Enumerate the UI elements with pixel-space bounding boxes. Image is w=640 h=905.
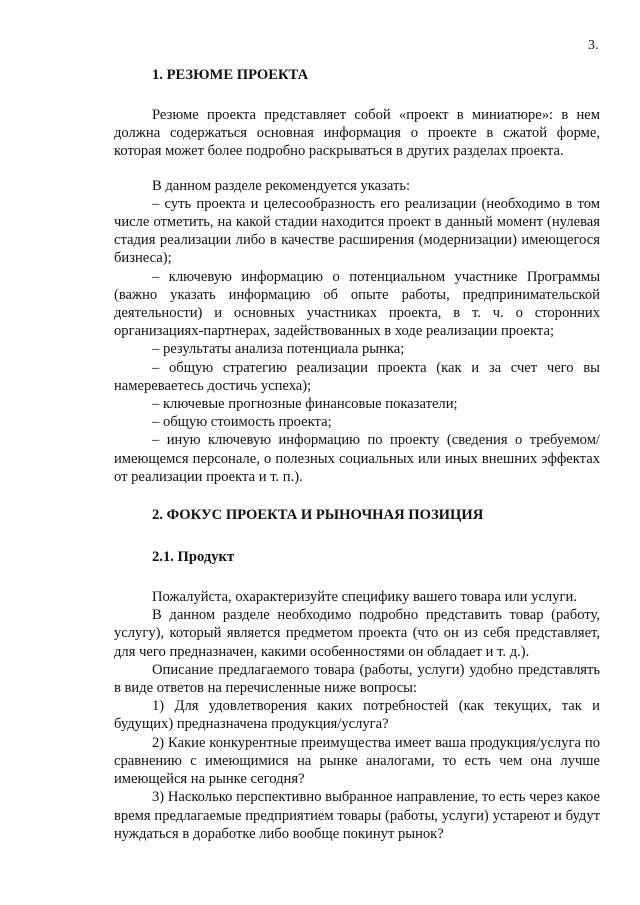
section-2-heading: 2. ФОКУС ПРОЕКТА И РЫНОЧНАЯ ПОЗИЦИЯ [152,507,484,524]
section-1-heading: 1. РЕЗЮМЕ ПРОЕКТА [152,67,309,83]
paragraph: Описание предлагаемого товара (работы, услуги) удобно представлять в виде ответов на перечисленные ниже вопросы: [114,661,600,697]
question-item: 1) Для удовлетворения каких потребностей (как текущих, так и будущих) предназначена продукция/услуга? [114,698,600,733]
question-item: 2) Какие конкурентные преимущества имеет ваша продукция/услуга по сравнению с имеющимися на рынке аналогами, то есть чем она лучше имеющейся на рынке сегодня? [114,734,600,788]
list-item: – ключевые прогнозные финансовые показатели; [152,396,458,413]
section-1-list-intro: В данном разделе рекомендуется указать: [152,177,411,194]
list-item: – иную ключевую информацию по проекту (сведения о требуемом/имеющемся персонале, о полезных социальных или иных внешних эффектах от реализации проекта и т. п.). [114,432,600,485]
paragraph: В данном разделе необходимо подробно представить товар (работу, услугу), который является предметом проекта (что он из себя представляет, для чего предназначен, какими особенностями он обладает и т. д.). [114,607,600,660]
list-item: – суть проекта и целесообразность его реализации (необходимо в том числе отметить, на какой стадии находится проект в данный момент (нулевая стадия реализации либо в качестве расширения (модернизации) имеющегося бизнеса); [114,195,600,267]
list-item: – ключевую информацию о потенциальном участнике Программы (важно указать информацию об опыте работы, предпринимательской деятельности) и основных участниках проекта, в т. ч. о сторонних организациях-партнерах, задействованных в ходе реализации проекта; [114,268,600,340]
page-number: 3. [588,38,599,53]
paragraph: Пожалуйста, охарактеризуйте специфику вашего товара или услуги. [152,589,577,606]
question-item: 3) Насколько перспективно выбранное направление, то есть через какое время предлагаемые предприятием товары (работы, услуги) устареют и будут нуждаться в доработке либо вообще покинут рынок? [114,789,600,842]
list-item: – результаты анализа потенциала рынка; [152,341,405,358]
list-item: – общую стоимость проекта; [152,414,332,431]
subsection-2-1-heading: 2.1. Продукт [152,549,235,566]
document-body [114,66,600,843]
list-item: – общую стратегию реализации проекта (как и за счет чего вы намереваетесь достичь успеха); [114,359,600,394]
section-1-intro: Резюме проекта представляет собой «проект в миниатюре»: в нем должна содержаться основная информация о проекте в сжатой форме, которая может более подробно раскрываться в других разделах проекта. [114,107,600,160]
